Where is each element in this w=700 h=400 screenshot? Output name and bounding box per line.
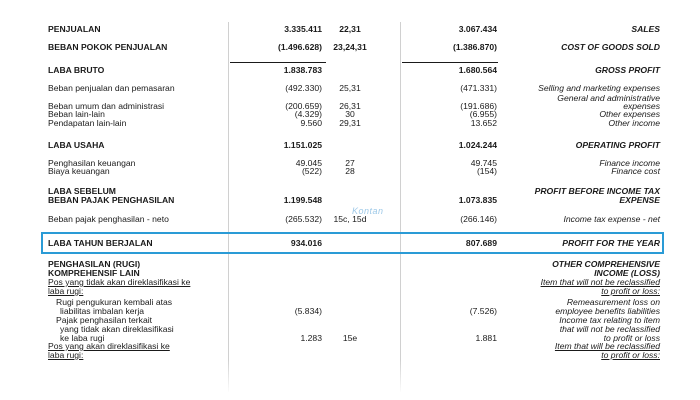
row-label-id: BEBAN PAJAK PENGHASILAN (48, 195, 175, 205)
table-row (0, 118, 700, 129)
value-prior: (7.526) (469, 306, 497, 316)
row-label-id: Pajak penghasilan terkait (56, 315, 153, 325)
bottom-fade (0, 360, 700, 400)
row-label-id: Pos yang akan direklasifikasi ke (48, 341, 170, 351)
row-label-id: Beban penjualan dan pemasaran (48, 83, 175, 93)
row-label-id: KOMPREHENSIF LAIN (48, 268, 140, 278)
note-ref: 25,31 (339, 83, 361, 93)
table-row (0, 42, 700, 53)
value-current: (265.532) (285, 214, 322, 224)
value-current: 49.045 (295, 158, 322, 168)
row-label-id: Biaya keuangan (48, 166, 110, 176)
value-current: 3.335.411 (284, 24, 322, 34)
row-label-en: OPERATING PROFIT (575, 140, 660, 150)
value-prior: 1.024.244 (458, 140, 497, 150)
row-label-en: Item that will be reclassified (554, 341, 660, 351)
row-label-id: Pendapatan lain-lain (48, 118, 127, 128)
row-label-id: LABA USAHA (48, 140, 105, 150)
row-label-en: Other income (608, 118, 660, 128)
table-row (0, 214, 700, 225)
value-prior: 49.745 (470, 158, 497, 168)
note-ref: 15e (342, 333, 358, 343)
value-prior: 1.680.564 (458, 65, 497, 75)
row-label-en: Finance income (599, 158, 660, 168)
note-ref: 22,31 (339, 24, 361, 34)
row-label-en: Income tax expense - net (563, 214, 660, 224)
subtotal-rule (402, 62, 498, 63)
row-label-en: GROSS PROFIT (595, 65, 660, 75)
note-ref: 15c, 15d (333, 214, 367, 224)
value-prior: 807.689 (465, 238, 497, 248)
subtotal-rule (230, 62, 326, 63)
note-ref: 23,24,31 (333, 42, 367, 52)
value-current: (4.329) (294, 109, 322, 119)
row-label-en: General and administrative (557, 93, 660, 103)
row-label-en: PROFIT FOR THE YEAR (562, 238, 660, 248)
row-label-en: Finance cost (611, 166, 660, 176)
row-label-en: expenses (623, 101, 660, 111)
value-current: (522) (301, 166, 322, 176)
row-label-en: Selling and marketing expenses (538, 83, 660, 93)
value-prior: 1.073.835 (458, 195, 497, 205)
value-prior: (154) (476, 166, 497, 176)
row-label-id: liabilitas imbalan kerja (60, 306, 145, 316)
row-label-id: BEBAN POKOK PENJUALAN (48, 42, 168, 52)
row-label-en: Other expenses (599, 109, 660, 119)
table-row (0, 286, 700, 297)
note-ref: 30 (345, 109, 355, 119)
value-prior: (471.331) (460, 83, 497, 93)
row-label-id: LABA TAHUN BERJALAN (48, 238, 153, 248)
table-row (0, 140, 700, 151)
table-row (0, 195, 700, 206)
row-label-id: PENGHASILAN (RUGI) (48, 259, 141, 269)
row-label-en: to profit or loss: (601, 350, 660, 360)
row-label-id: yang tidak akan direklasifikasi (60, 324, 174, 334)
row-label-en: to profit or loss: (601, 286, 660, 296)
value-prior: 1.881 (475, 333, 497, 343)
row-label-id: LABA BRUTO (48, 65, 105, 75)
table-row (0, 65, 700, 76)
value-prior: 3.067.434 (458, 24, 497, 34)
value-prior: (6.955) (469, 109, 497, 119)
value-current: (200.659) (285, 101, 322, 111)
value-current: 1.838.783 (283, 65, 322, 75)
row-label-id: ke laba rugi (60, 333, 105, 343)
value-current: 1.283 (300, 333, 322, 343)
row-label-id: Pos yang tidak akan direklasifikasi ke (48, 277, 191, 287)
table-row (0, 166, 700, 177)
value-current: (5.834) (294, 306, 322, 316)
value-current: (1.496.628) (278, 42, 322, 52)
row-label-id: Beban umum dan administrasi (48, 101, 165, 111)
row-label-en: SALES (631, 24, 660, 34)
row-label-en: OTHER COMPREHENSIVE (552, 259, 660, 269)
row-label-en: Income tax relating to item (559, 315, 660, 325)
note-ref: 26,31 (339, 101, 361, 111)
row-label-en: Remeasurement loss on (566, 297, 660, 307)
row-label-en: to profit or loss (603, 333, 660, 343)
row-label-id: Penghasilan keuangan (48, 158, 136, 168)
value-current: (492.330) (285, 83, 322, 93)
row-label-en: Item that will not be reclassified (540, 277, 660, 287)
row-label-en: PROFIT BEFORE INCOME TAX (534, 186, 660, 196)
note-ref: 28 (345, 166, 355, 176)
row-label-en: employee benefits liabilities (555, 306, 660, 316)
row-label-id: Rugi pengukuran kembali atas (56, 297, 173, 307)
value-current: 1.151.025 (283, 140, 322, 150)
row-label-en: EXPENSE (619, 195, 660, 205)
value-prior: (1.386.870) (453, 42, 497, 52)
watermark: Kontan (352, 206, 384, 216)
row-label-id: laba rugi: (48, 286, 84, 296)
row-label-id: Beban lain-lain (48, 109, 105, 119)
value-prior: 13.652 (470, 118, 497, 128)
row-label-id: Beban pajak penghasilan - neto (48, 214, 169, 224)
value-current: 1.199.548 (283, 195, 322, 205)
row-label-id: laba rugi: (48, 350, 84, 360)
value-prior: (191.686) (460, 101, 497, 111)
row-label-en: that will not be reclassified (559, 324, 660, 334)
note-ref: 29,31 (339, 118, 361, 128)
profit-for-year-highlight (41, 232, 664, 254)
table-row (0, 24, 700, 35)
row-label-en: INCOME (LOSS) (594, 268, 660, 278)
value-prior: (266.146) (460, 214, 497, 224)
row-label-id: PENJUALAN (48, 24, 101, 34)
value-current: 9.560 (300, 118, 322, 128)
note-ref: 27 (345, 158, 355, 168)
value-current: 934.016 (290, 238, 322, 248)
row-label-id: LABA SEBELUM (48, 186, 116, 196)
row-label-en: COST OF GOODS SOLD (561, 42, 660, 52)
